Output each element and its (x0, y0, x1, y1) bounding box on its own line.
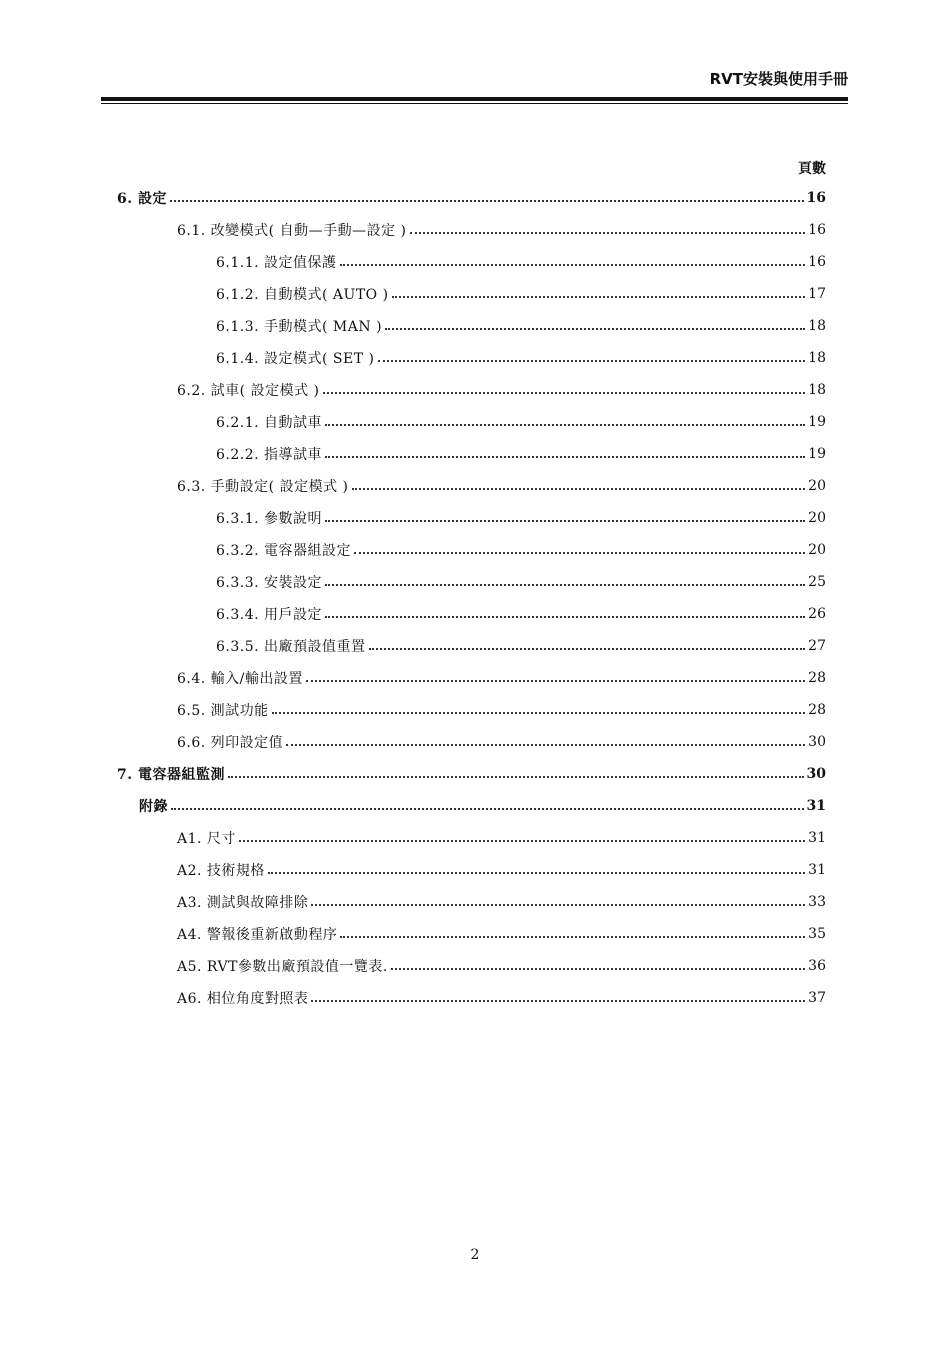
toc-entry-page: 16 (806, 190, 826, 206)
toc-entry-page: 27 (808, 638, 826, 654)
toc-entry-label: 6.2.2. 指導試車 (216, 447, 323, 463)
toc-dot-leader (369, 634, 806, 650)
toc-entry (216, 534, 826, 566)
toc-dot-leader (272, 698, 806, 714)
toc-dot-leader (170, 186, 804, 202)
toc-entry-label: 6. 設定 (117, 191, 167, 207)
toc-dot-leader (378, 346, 806, 362)
toc-entry (177, 918, 826, 950)
toc-entry (177, 374, 826, 406)
toc-dot-leader (286, 730, 805, 746)
toc-entry-label: 6.1.2. 自動模式( AUTO ) (216, 287, 389, 303)
toc-entry (177, 950, 826, 982)
toc-entry-page: 25 (808, 574, 826, 590)
toc-entry (177, 214, 826, 246)
toc-entry-page: 31 (808, 830, 826, 846)
toc-entry (117, 182, 826, 214)
toc-entry (139, 790, 826, 822)
toc-entry-label: 附錄 (139, 799, 168, 815)
toc-entry-page: 35 (808, 926, 826, 942)
toc-dot-leader (385, 314, 805, 330)
toc-entry-page: 37 (808, 990, 826, 1006)
toc-entry-page: 18 (808, 350, 826, 366)
toc-entry (216, 278, 826, 310)
toc-entry (177, 982, 826, 1014)
toc-entry-label: 6.3.4. 用戶設定 (216, 607, 323, 623)
toc-entry-label: 6.1.4. 設定模式( SET ) (216, 351, 375, 367)
toc-dot-leader (306, 666, 805, 682)
toc-entry (177, 470, 826, 502)
toc-dot-leader (325, 410, 805, 426)
toc-entry-page: 36 (808, 958, 826, 974)
toc-dot-leader (239, 826, 805, 842)
toc-dot-leader (325, 506, 805, 522)
toc-dot-leader (311, 986, 805, 1002)
toc-entry-label: 6.1.1. 設定值保護 (216, 255, 337, 271)
toc-dot-leader (171, 794, 804, 810)
toc-entry-label: 7. 電容器組監測 (117, 767, 225, 783)
toc-dot-leader (392, 282, 806, 298)
toc-entry-label: A2. 技術規格 (177, 863, 265, 879)
toc-entry-page: 20 (808, 478, 826, 494)
toc-entry-page: 28 (808, 670, 826, 686)
toc-entry-page: 18 (808, 382, 826, 398)
toc-dot-leader (323, 378, 806, 394)
page-column-label: 頁數 (798, 161, 826, 177)
toc-entry-label: 6.3.3. 安裝設定 (216, 575, 323, 591)
toc-entry-label: 6.3.5. 出廠預設值重置 (216, 639, 366, 655)
toc-entry-label: A5. RVT參數出廠預設值一覽表. (177, 959, 388, 975)
toc-entry-label: 6.3. 手動設定( 設定模式 ) (177, 479, 349, 495)
toc-entry (117, 758, 826, 790)
toc-entry-label: A4. 警報後重新啟動程序 (177, 927, 338, 943)
toc-entry (177, 694, 826, 726)
toc-entry-label: 6.5. 測試功能 (177, 703, 269, 719)
toc-entry-label: 6.1. 改變模式( 自動—手動—設定 ) (177, 223, 407, 239)
toc-dot-leader (391, 954, 805, 970)
toc-dot-leader (325, 442, 805, 458)
toc-entry (216, 566, 826, 598)
toc-entry (177, 662, 826, 694)
toc-dot-leader (354, 538, 805, 554)
toc-dot-leader (340, 922, 805, 938)
toc-entry-page: 20 (808, 510, 826, 526)
toc-entry-page: 19 (808, 446, 826, 462)
toc-dot-leader (352, 474, 806, 490)
toc-entry (177, 854, 826, 886)
toc-entry-page: 26 (808, 606, 826, 622)
toc-dot-leader (340, 250, 806, 266)
toc-entry-label: A3. 測試與故障排除 (177, 895, 309, 911)
toc-entry-page: 30 (808, 734, 826, 750)
toc-entry-label: A6. 相位角度對照表 (177, 991, 309, 1007)
toc-dot-leader (325, 570, 805, 586)
toc-entry-page: 31 (808, 862, 826, 878)
toc-entry-label: 6.1.3. 手動模式( MAN ) (216, 319, 383, 335)
toc-entry (216, 342, 826, 374)
toc-entry (216, 630, 826, 662)
toc-dot-leader (410, 218, 806, 234)
toc-entry (177, 726, 826, 758)
toc-entry (216, 438, 826, 470)
toc-entry-label: 6.4. 輸入/輸出設置 (177, 671, 303, 687)
toc-entry (216, 310, 826, 342)
toc-entry-page: 20 (808, 542, 826, 558)
toc-entry-page: 16 (808, 222, 826, 238)
toc-entry-page: 31 (806, 798, 826, 814)
toc-entry (216, 502, 826, 534)
toc-entry (177, 886, 826, 918)
toc-entry-label: 6.2.1. 自動試車 (216, 415, 323, 431)
toc-entry (216, 246, 826, 278)
toc-entry-page: 30 (806, 766, 826, 782)
toc-dot-leader (268, 858, 805, 874)
toc-entry (216, 598, 826, 630)
toc-entry-label: A1. 尺寸 (177, 831, 236, 847)
toc-entry (216, 406, 826, 438)
toc-entry-page: 28 (808, 702, 826, 718)
toc-dot-leader (228, 762, 804, 778)
header-rule-thick (101, 97, 848, 101)
toc-entry-label: 6.3.1. 參數說明 (216, 511, 323, 527)
toc-entry-label: 6.3.2. 電容器組設定 (216, 543, 352, 559)
document-header-title: RVT安裝與使用手冊 (709, 70, 848, 88)
toc-entry-page: 19 (808, 414, 826, 430)
toc-entry-page: 17 (808, 286, 826, 302)
toc-entry-label: 6.2. 試車( 設定模式 ) (177, 383, 320, 399)
toc-entry-label: 6.6. 列印設定值 (177, 735, 284, 751)
toc-entry-page: 16 (808, 254, 826, 270)
toc-dot-leader (325, 602, 805, 618)
footer-page-number: 2 (470, 1247, 480, 1263)
header-rule-thin (101, 103, 848, 104)
toc-dot-leader (311, 890, 805, 906)
toc-entry-page: 18 (808, 318, 826, 334)
toc-entry (177, 822, 826, 854)
toc-entry-page: 33 (808, 894, 826, 910)
